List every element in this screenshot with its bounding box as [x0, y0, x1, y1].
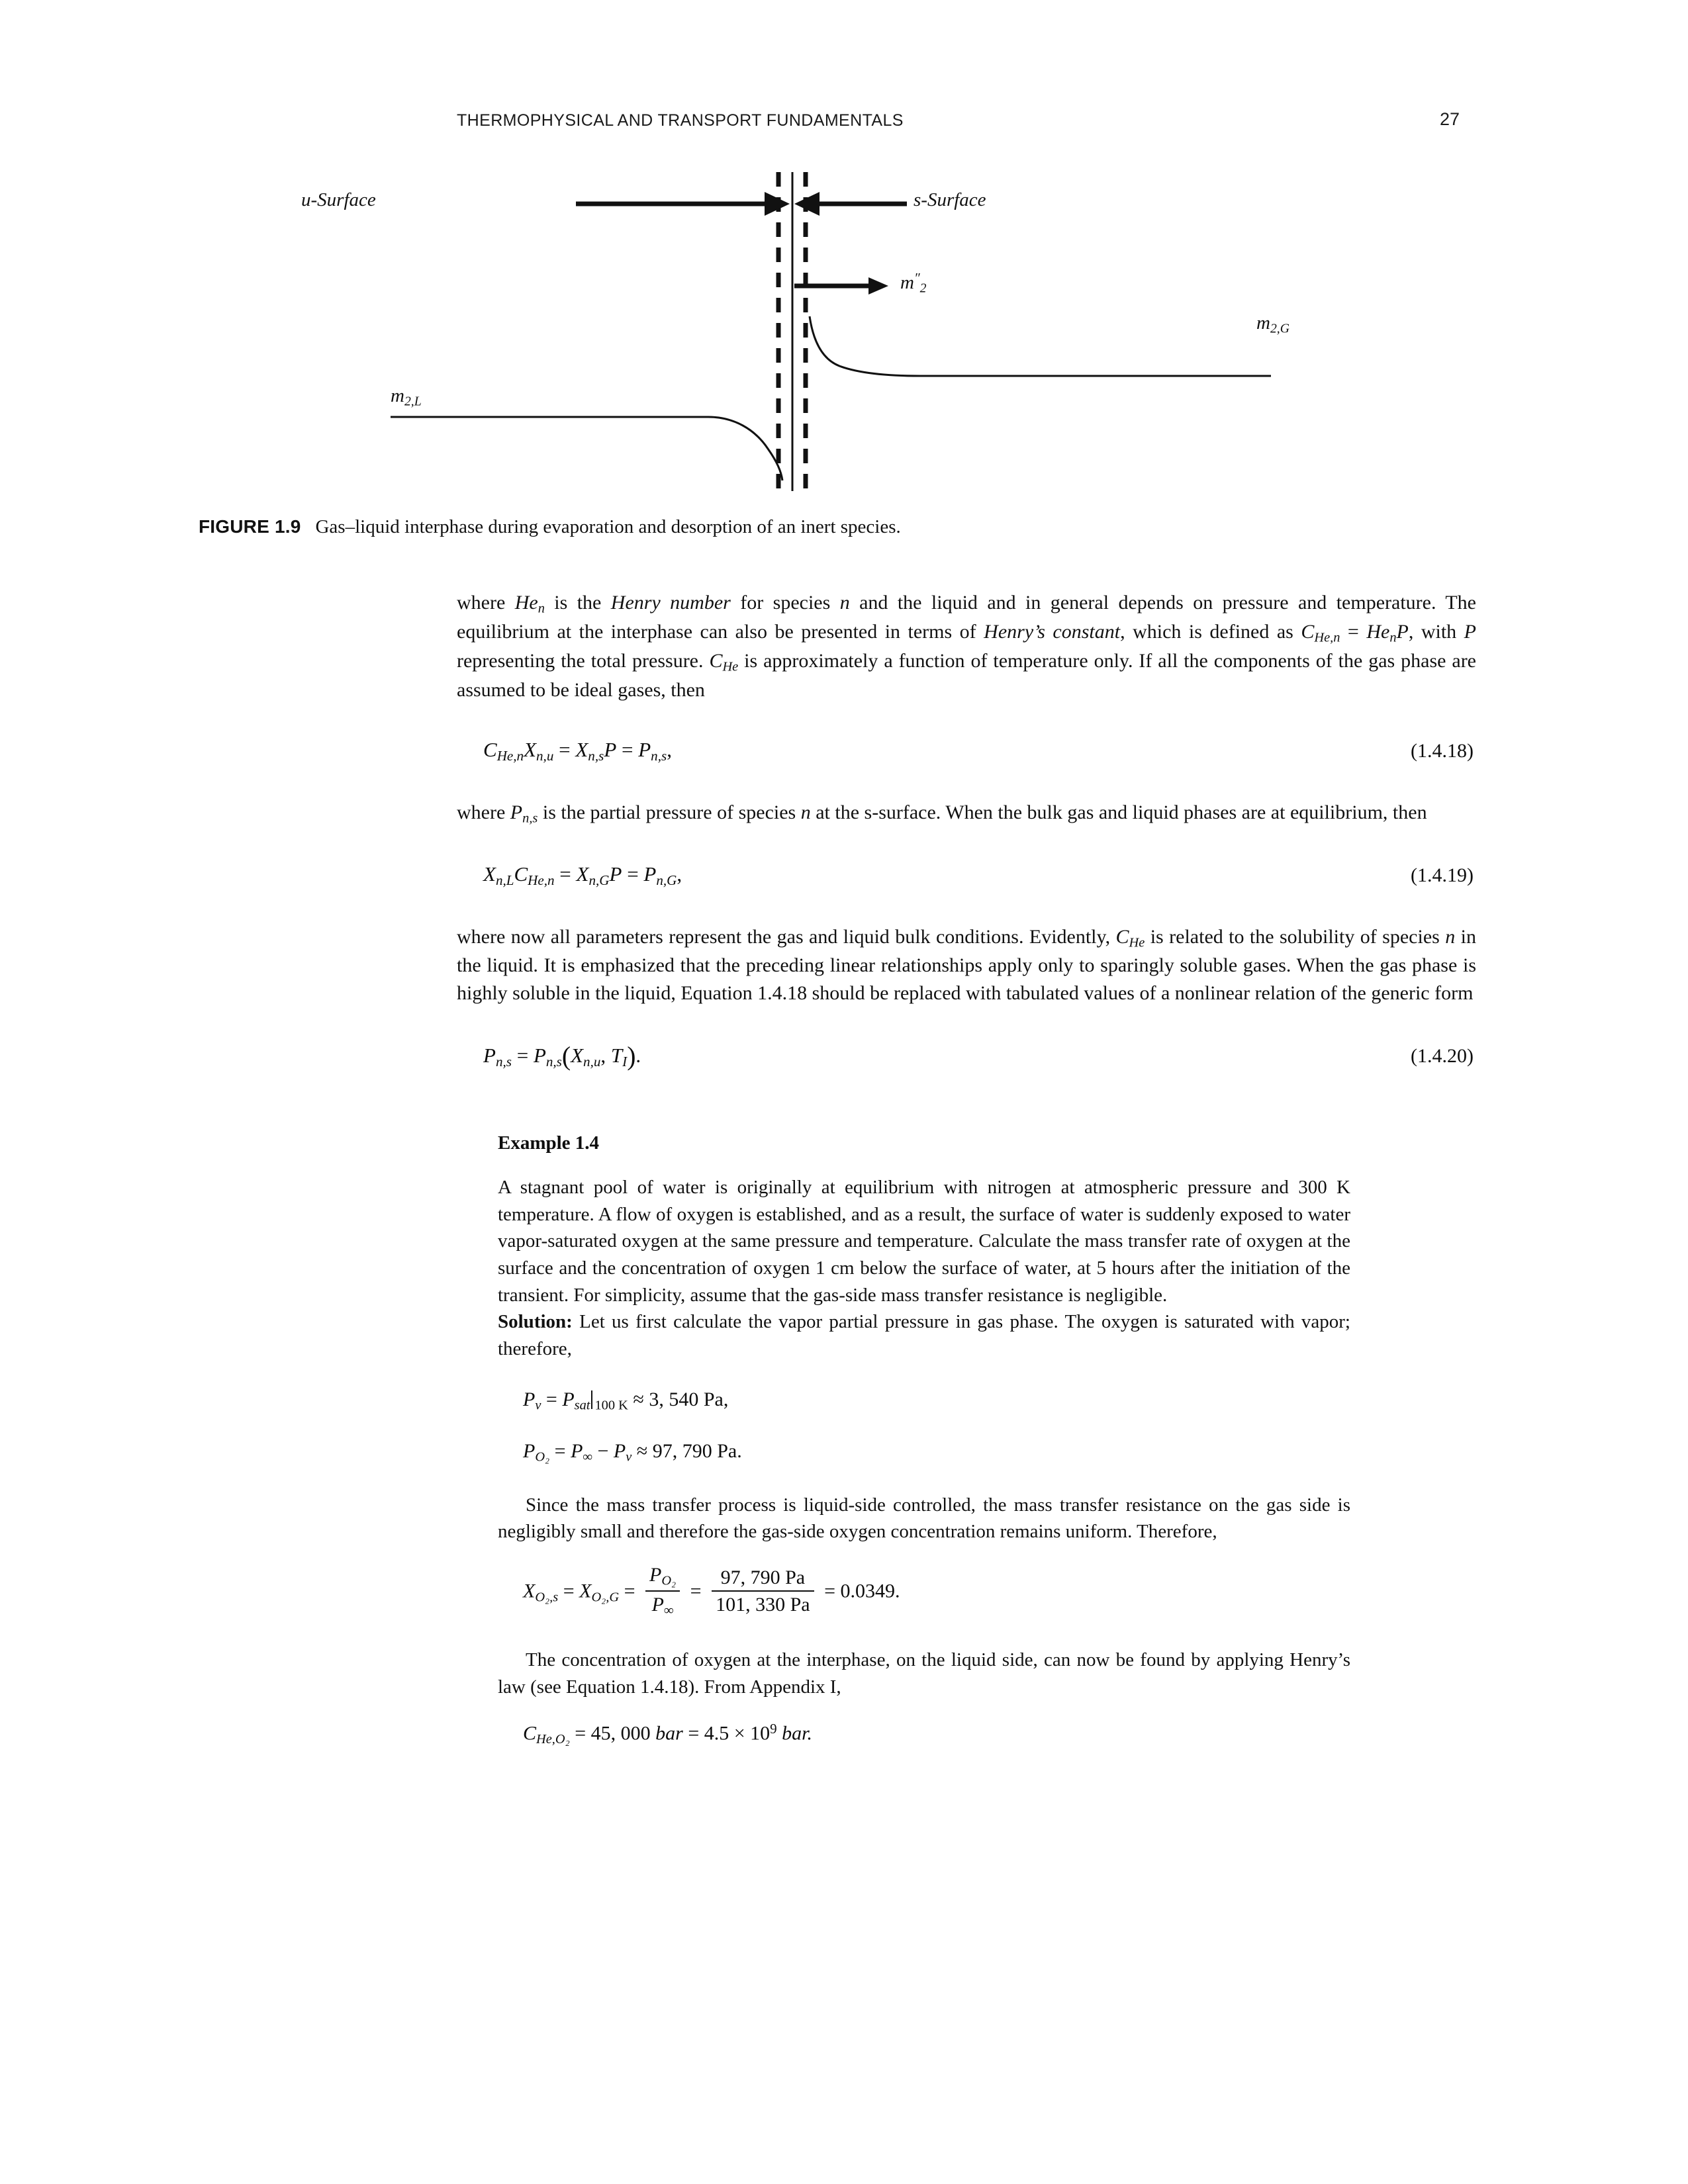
symbol-He-subscript: n — [538, 601, 545, 616]
mass-flux-arrowhead — [868, 277, 888, 295]
symbol-CHe-solubility: C — [1115, 925, 1129, 948]
figure-number: FIGURE 1.9 — [199, 516, 301, 537]
fraction-numerator-value: 97, 790 Pa — [712, 1567, 814, 1592]
symbol-n: n — [839, 592, 850, 614]
body-column — [457, 589, 1476, 1747]
symbol-n-solubility: n — [1445, 925, 1456, 948]
fraction-denominator-value: 101, 330 Pa — [716, 1594, 810, 1616]
s-surface-arrowhead — [794, 192, 820, 216]
example-paragraph-liquid-side-controlled: Since the mass transfer process is liquid-side controlled, the mass transfer resistance on the gas side is negligibly small and therefore the gas-side oxygen concentration remains uniform. Therefore, — [498, 1494, 1350, 1543]
paragraph-where-henry-number: where $He_n$ is the Henry number for species n and the liquid and in general depends on pressure and temperature. The equilibrium at the interphase can also be presented in terms of Henry’s constant, which is defined as $C_{He,n} = He_nP$, with P representing the total pressure. $C_{He}$ is approximately a function of temperature only. If all the components of the gas phase are assumed to be ideal gases, then — [457, 592, 1476, 701]
equation-henry-constant: $C_{He,O_2} = 45$, 000 bar = $4.5 \times 10^9$ bar. — [523, 1720, 813, 1747]
figure-diagram — [199, 165, 1489, 496]
s-surface-label: s-Surface — [914, 189, 986, 210]
equation-vapor-pressure: $P_v = P_{sat}$ $_{100 K}$ ≈ 3, 540 Pa, — [523, 1388, 729, 1414]
mass-flux-primes: ″ — [914, 270, 920, 286]
mass-flux-label — [900, 270, 927, 296]
symbol-Pns: P — [510, 801, 523, 823]
example-1-4-block — [498, 1132, 1350, 1747]
symbol-n-species: n — [800, 801, 811, 823]
example-paragraph-henrys-law: The concentration of oxygen at the interphase, on the liquid side, can now be found by applying Henry’s law (see Equation 1.4.18). From Appendix I, — [498, 1649, 1350, 1698]
m2l-subscript: 2,L — [404, 394, 422, 409]
u-surface-label: u-Surface — [301, 189, 376, 210]
running-head — [457, 111, 1337, 130]
equation-1-4-18-number: (1.4.18) — [1411, 739, 1474, 762]
m2g-subscript: 2,G — [1270, 321, 1289, 336]
equation-1-4-19 — [457, 862, 1476, 889]
term-henrys-constant: Henry’s constant — [984, 620, 1121, 643]
m2l-symbol: m — [391, 385, 404, 406]
symbol-Hen: He — [1366, 620, 1390, 643]
mass-flux-subscript: 2 — [919, 281, 927, 296]
m2g-label — [1256, 312, 1289, 337]
symbol-CHe-solubility-subscript: He — [1129, 935, 1145, 950]
equation-1-4-18-body: $C_{He,n}X_{n,u} = X_{n,s}P = P_{n,s}$, — [483, 737, 672, 764]
symbol-Hen-subscript: n — [1389, 630, 1397, 645]
fraction-numeric-ratio — [712, 1567, 814, 1617]
symbol-P-total: P — [1464, 620, 1476, 643]
paragraph-solubility: where now all parameters represent the gas and liquid bulk conditions. Evidently, $C_{He}$ is related to the solubility of species n in the liquid. It is emphasized that the preceding linear relationships apply only to sparingly soluble gases. When the gas phase is highly soluble in the liquid, Equation 1.4.18 should be replaced with tabulated values of a nonlinear relation of the generic form — [457, 925, 1476, 1004]
equation-1-4-19-body: $X_{n,L}C_{He,n} = X_{n,G}P = P_{n,G}$, — [483, 862, 682, 888]
m2l-label — [391, 385, 422, 410]
evaluation-bar — [591, 1390, 592, 1410]
gas-side-profile-curve — [810, 316, 1271, 376]
equation-1-4-18 — [457, 738, 1476, 764]
example-heading: Example 1.4 — [498, 1132, 600, 1154]
u-surface-arrowhead — [765, 192, 790, 216]
running-head-title: THERMOPHYSICAL AND TRANSPORT FUNDAMENTALS — [457, 111, 904, 130]
equation-open-paren: ( — [561, 1042, 571, 1071]
solution-label: Solution: — [498, 1311, 573, 1333]
symbol-P: P — [1396, 620, 1409, 643]
evaluation-condition: 100 K — [594, 1398, 628, 1414]
figure-caption — [199, 515, 1489, 539]
mass-flux-symbol: m — [900, 271, 914, 293]
figure-caption-text: Gas–liquid interphase during evaporation and desorption of an inert species. — [315, 516, 901, 537]
mole-fraction-result: 0.0349. — [840, 1580, 900, 1602]
paragraph-partial-pressure: where $P_{n,s}$ is the partial pressure of species n at the s-surface. When the bulk gas and liquid phases are at equilibrium, then — [457, 801, 1427, 826]
fraction-pressure-ratio — [645, 1564, 680, 1619]
equation-close-paren: ) — [627, 1042, 636, 1071]
liquid-side-profile-curve — [391, 417, 782, 480]
example-problem-statement: A stagnant pool of water is originally at equilibrium with nitrogen at atmospheric pressure and 300 K temperature. A flow of oxygen is established, and as a result, the surface of water is suddenly exposed to water vapor-saturated oxygen at the same pressure and temperature. Calculate the mass transfer rate of oxygen at the surface and the concentration of oxygen 1 cm below the surface of water, at 5 hours after the initiation of the transient. For simplicity, assume that the gas-side mass transfer resistance is negligible. — [498, 1177, 1350, 1306]
fraction-numerator: $P_{O_2}$ — [645, 1564, 680, 1592]
fraction-denominator: $P_\infty$ — [651, 1594, 674, 1618]
equation-mole-fraction: $X_{O_2,s} = X_{O_2,G}$ = $\frac{P_{O_2}}{P_\infty}$ = $\frac{97, 790 Pa}{101, 330 Pa}$ = 0.0349. — [523, 1564, 900, 1618]
equation-oxygen-partial-pressure: $P_{O_2} = P_\infty - P_v \approx 97$, 790 Pa. — [523, 1440, 742, 1465]
term-henry-number: Henry number — [610, 592, 731, 614]
m2g-symbol: m — [1256, 312, 1270, 334]
figure-1-9 — [199, 165, 1489, 496]
equation-1-4-20 — [457, 1041, 1476, 1071]
equation-1-4-20-number: (1.4.20) — [1411, 1045, 1474, 1068]
example-solution-paragraph: Solution: Let us first calculate the vapor partial pressure in gas phase. The oxygen is saturated with vapor; therefore, — [498, 1311, 1350, 1359]
symbol-C-He: C — [709, 649, 723, 672]
exponent: 9 — [770, 1720, 777, 1737]
equation-1-4-19-number: (1.4.19) — [1411, 864, 1474, 886]
symbol-C-Hen: C — [1301, 620, 1315, 643]
page-number: 27 — [1439, 109, 1460, 129]
equation-1-4-20-body: $P_{n,s} = P_{n,s}(X_{n,u}$, $T_I$). — [483, 1042, 641, 1071]
symbol-C-Hen-subscript: He,n — [1314, 630, 1340, 645]
symbol-Pns-subscript: n,s — [522, 811, 538, 826]
symbol-He: He — [514, 592, 538, 614]
symbol-C-He-subscript: He — [722, 659, 739, 674]
